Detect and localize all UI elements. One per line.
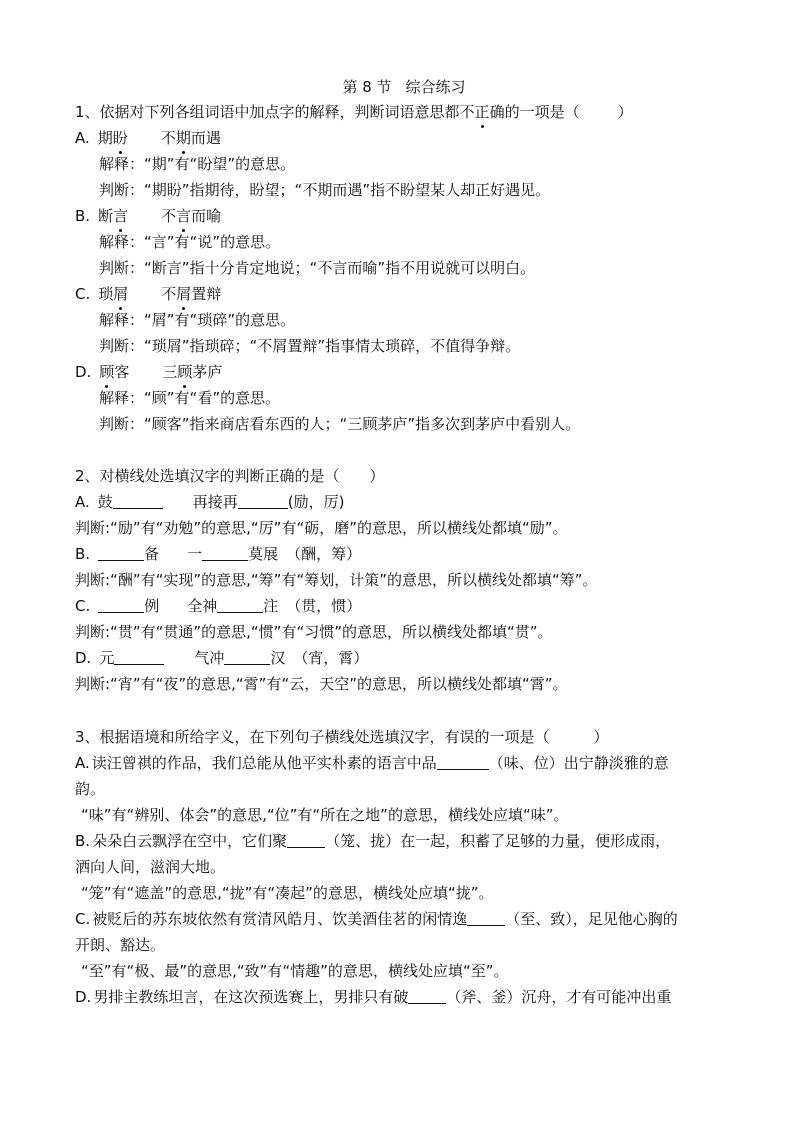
q1-b-judgement: 判断：“断言”指十分肯定地说；“不言而喻”指不用说就可以明白。 <box>99 259 536 277</box>
sentence-part: （味、位）出宁静淡雅的意 <box>488 754 669 772</box>
q1-stem-close: ） <box>617 103 633 121</box>
option-label: A. <box>75 493 90 511</box>
option-label: B. <box>75 832 91 850</box>
word-part: 不 <box>161 285 177 303</box>
q2-option-d <box>75 645 725 671</box>
sentence-part: （至、致），足见他心胸的 <box>505 910 678 928</box>
q3-stem-close: ） <box>593 728 609 746</box>
word-part: 茅庐 <box>192 363 223 381</box>
word-part: 注 <box>263 597 279 615</box>
q1-stem-text-a: 1、依据对下列各组词语中加点字的解释，判断词语意思都不 <box>75 103 475 121</box>
option-label: A. <box>75 129 90 147</box>
q1-a-judgement: 判断：“期盼”指期待，盼望；“不期而遇”指不盼望某人却正好遇见。 <box>99 181 551 199</box>
q3-option-b <box>75 827 725 853</box>
fill-blank[interactable] <box>224 648 270 665</box>
q1-option-a <box>75 125 725 151</box>
word-part: 全神 <box>187 597 218 615</box>
fill-blank[interactable] <box>467 909 505 926</box>
word-part: 琐 <box>98 285 114 303</box>
q2-stem-text: 2、对横线处选填汉字的判断正确的是（ <box>75 467 340 485</box>
word-part: 例 <box>144 597 160 615</box>
dotted-char: 顾 <box>177 359 192 385</box>
q2-d-judgement: 判断:“宵”有“夜”的意思,“霄”有“云，天空”的意思，所以横线处都填“霄”。 <box>75 675 568 693</box>
fill-blank[interactable] <box>287 831 325 848</box>
document-page <box>75 75 725 1009</box>
q1-stem <box>75 99 725 125</box>
fill-blank[interactable] <box>238 492 288 509</box>
word-part: 备 <box>144 545 160 563</box>
sentence-part: 朵朵白云飘浮在空中，它们聚 <box>92 832 288 850</box>
q2-stem <box>75 463 725 489</box>
q3-a-continuation: 韵。 <box>75 780 106 798</box>
word-part: 三 <box>162 363 178 381</box>
option-label: D. <box>75 988 92 1006</box>
q1-b-explanation: 解释：“言”有“说”的意思。 <box>99 233 281 251</box>
sentence-part: 被贬后的苏东坡依然有赏清风皓月、饮美酒佳茗的闲情逸 <box>92 910 468 928</box>
option-label: C. <box>75 285 91 303</box>
word-part: 置辩 <box>191 285 222 303</box>
q2-option-a <box>75 489 725 515</box>
q3-stem <box>75 723 725 749</box>
dotted-char: 期 <box>176 125 191 151</box>
fill-blank[interactable] <box>98 544 144 561</box>
q1-option-d <box>75 359 725 385</box>
q3-c-judgement: “至”有“极、最”的意思,“致”有“情趣”的意思，横线处应填“至”。 <box>81 962 509 980</box>
section-number: 第 8 节 <box>342 78 392 96</box>
option-label: C. <box>75 910 91 928</box>
q1-stem-text-b: 确的一项是（ <box>489 103 580 121</box>
sentence-part: （斧、釜）沉舟，才有可能冲出重 <box>446 988 672 1006</box>
word-part: 汉 <box>270 649 286 667</box>
fill-blank[interactable] <box>202 544 248 561</box>
word-part: 而遇 <box>190 129 221 147</box>
q3-stem-text: 3、根据语境和所给字义，在下列句子横线处选填汉字，有误的一项是（ <box>75 728 550 746</box>
word-part: 莫展 <box>248 545 279 563</box>
q3-option-a <box>75 749 725 775</box>
q3-b-judgement: “笼”有“遮盖”的意思,“拢”有“凑起”的意思，横线处应填“拢”。 <box>81 884 494 902</box>
q1-a-explanation: 解释：“期”有“盼望”的意思。 <box>99 155 296 173</box>
option-label: A. <box>75 754 90 772</box>
q3-b-continuation: 洒向人间，滋润大地。 <box>75 858 226 876</box>
option-label: D. <box>75 649 92 667</box>
choice-set: （宵，霄） <box>293 649 369 667</box>
q1-option-b <box>75 203 725 229</box>
word-part: 一 <box>187 545 203 563</box>
option-label: C. <box>75 597 91 615</box>
q2-a-judgement: 判断:“励”有“劝勉”的意思,“厉”有“砺，磨”的意思，所以横线处都填“励”。 <box>75 519 568 537</box>
q3-option-c <box>75 905 725 931</box>
choice-set: （酬，筹） <box>286 545 362 563</box>
q1-d-explanation: 解释：“顾”有“看”的意思。 <box>99 389 281 407</box>
fill-blank[interactable] <box>437 753 489 770</box>
fill-blank[interactable] <box>98 596 144 613</box>
sentence-part: 读汪曾祺的作品，我们总能从他平实朴素的语言中品 <box>91 754 437 772</box>
q2-b-judgement: 判断:“酬”有“实现”的意思,“筹”有“筹划，计策”的意思，所以横线处都填“筹”。 <box>75 571 598 589</box>
q2-option-c <box>75 593 725 619</box>
sentence-part: （笼、拢）在一起，积蓄了足够的力量，便形成雨， <box>325 832 671 850</box>
q1-c-explanation: 解释：“屑”有“琐碎”的意思。 <box>99 311 296 329</box>
word-part: 不 <box>160 129 176 147</box>
section-title: 综合练习 <box>405 78 466 96</box>
option-label: B. <box>75 207 91 225</box>
word-part: 期 <box>97 129 113 147</box>
sentence-part: 男排主教练坦言，在这次预选赛上，男排只有破 <box>93 988 409 1006</box>
dotted-char: 顾 <box>99 359 114 385</box>
dotted-char: 屑 <box>176 281 191 307</box>
word-part: 而喻 <box>191 207 222 225</box>
q1-c-judgement: 判断：“琐屑”指琐碎；“不屑置辩”指事情太琐碎，不值得争辩。 <box>99 337 521 355</box>
q2-stem-close: ） <box>369 467 385 485</box>
dotted-char: 言 <box>176 203 191 229</box>
word-part: 气冲 <box>194 649 225 667</box>
q2-c-judgement: 判断:“贯”有“贯通”的意思,“惯”有“习惯”的意思，所以横线处都填“贯”。 <box>75 623 553 641</box>
word-part: 断 <box>98 207 114 225</box>
fill-blank[interactable] <box>113 492 163 509</box>
q3-option-d <box>75 983 725 1009</box>
option-label: B. <box>75 545 91 563</box>
q2-option-b <box>75 541 725 567</box>
q1-option-c <box>75 281 725 307</box>
q3-c-continuation: 开朗、豁达。 <box>75 936 166 954</box>
word-part: 客 <box>114 363 130 381</box>
choice-set: （贯，惯） <box>286 597 362 615</box>
q3-a-judgement: “味”有“辨别、体会”的意思,“位”有“所在之地”的意思，横线处应填“味”。 <box>81 806 569 824</box>
word-part: 元 <box>99 649 115 667</box>
q1-d-judgement: 判断：“顾客”指来商店看东西的人；“三顾茅庐”指多次到茅庐中看别人。 <box>99 415 581 433</box>
fill-blank[interactable] <box>408 987 446 1004</box>
option-label: D. <box>75 363 92 381</box>
fill-blank[interactable] <box>217 596 263 613</box>
dotted-char: 言 <box>113 203 128 229</box>
choice-set: (励，厉) <box>287 493 345 511</box>
page-title <box>75 75 725 99</box>
dotted-char: 屑 <box>113 281 128 307</box>
fill-blank[interactable] <box>114 648 164 665</box>
word-part: 鼓 <box>97 493 113 511</box>
word-part: 不 <box>161 207 177 225</box>
q1-stem-dotted-char: 正 <box>475 99 490 125</box>
dotted-char: 盼 <box>113 125 128 151</box>
word-part: 再接再 <box>192 493 238 511</box>
